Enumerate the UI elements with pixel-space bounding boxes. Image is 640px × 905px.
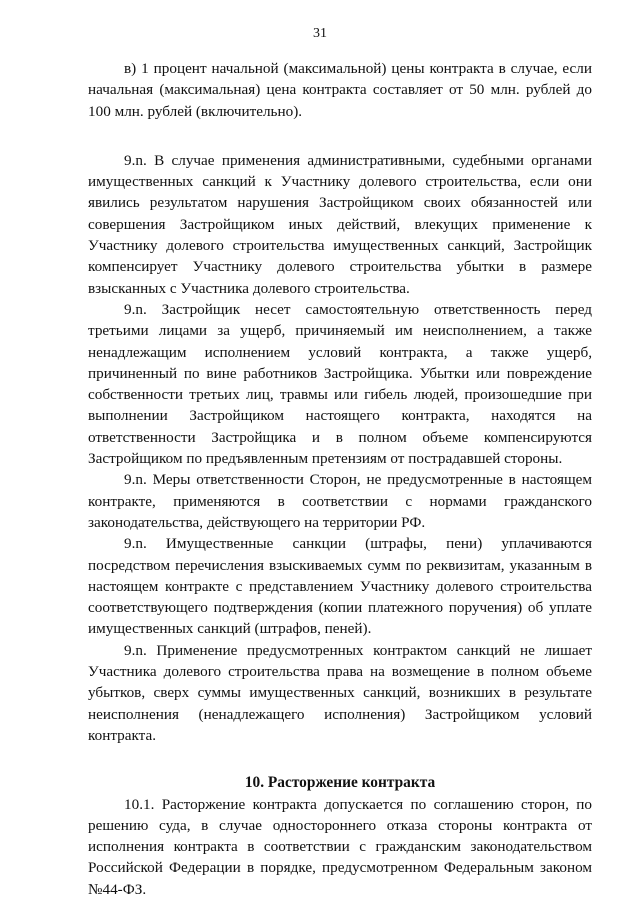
paragraph-payment-of-sanctions: 9.n. Имущественные санкции (штрафы, пени) уплачиваются посредством перечисления взыскиваемых сумм по реквизитам, указанным в настоящем контракте с представлением Участнику долевого строительства соответствующего подтверждения (копии платежного поручения) об уплате имущественных санкций (штрафов, пеней). — [88, 535, 592, 638]
paragraph-other-liability-measures: 9.n. Меры ответственности Сторон, не предусмотренные в настоящем контракте, применяются в соответствии с нормами гражданского законодательства, действующего на территории РФ. — [88, 471, 592, 531]
paragraph-termination-10-1: 10.1. Расторжение контракта допускается по соглашению сторон, по решению суда, в случае одностороннего отказа стороны контракта от исполнения контракта в соответствии с гражданским законодательством Российской Федерации в порядке, предусмотренном Федеральным законом №44-ФЗ. — [88, 795, 592, 898]
document-body — [88, 58, 592, 900]
page-number: 31 — [313, 26, 327, 41]
paragraph-damages-recovery: 9.n. Применение предусмотренных контрактом санкций не лишает Участника долевого строительства права на возмещение в полном объеме убытков, сверх суммы имущественных санкций, возникших в результате неисполнения (ненадлежащего исполнения) Застройщиком условий контракта. — [88, 641, 592, 744]
paragraph-sanctions-compensation: 9.n. В случае применения административными, судебными органами имущественных санкций к Участнику долевого строительства, если они явились результатом нарушения Застройщиком своих обязанностей или совершения Застройщиком иных действий, влекущих применение к Участнику долевого строительства имущественных санкций, Застройщик компенсирует Участнику долевого строительства убытки в размере взысканных с Участника долевого строительства. — [88, 151, 592, 297]
paragraph-clause-v: в) 1 процент начальной (максимальной) цены контракта в случае, если начальная (максимальная) цена контракта составляет от 50 млн. рублей до 100 млн. рублей (включительно). — [88, 60, 592, 120]
section-heading-termination: 10. Расторжение контракта — [244, 774, 436, 792]
paragraph-third-party-liability: 9.n. Застройщик несет самостоятельную ответственность перед третьими лицами за ущерб, причиняемый им неисполнением, а также ненадлежащим исполнением условий контракта, а также ущерб, причиненный по вине работников Застройщика. Убытки или повреждение собственности третьих лиц, травмы или гибель людей, произошедшие при выполнении Застройщиком настоящего контракта, находятся на ответственности Застройщика и в полном объеме компенсируются Застройщиком по предъявленным претензиям от пострадавшей стороны. — [88, 300, 592, 468]
